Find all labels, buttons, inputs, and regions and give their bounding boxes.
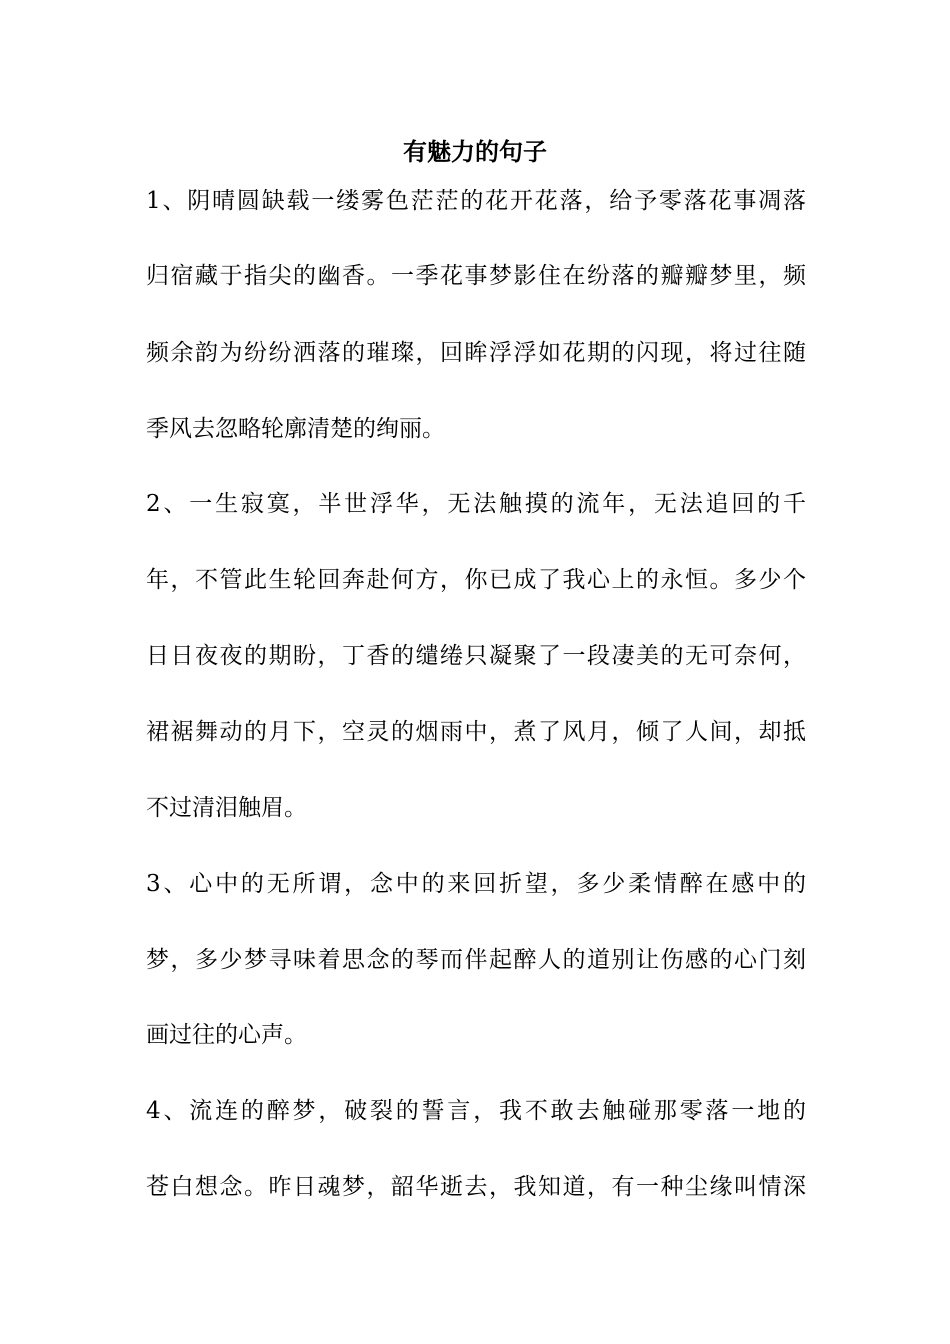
text-line: 裙裾舞动的月下，空灵的烟雨中，煮了风月，倾了人间，却抵 (146, 719, 806, 745)
text-line: 频余韵为纷纷洒落的璀璨，回眸浮浮如花期的闪现，将过往随 (146, 340, 806, 366)
text-line: 年，不管此生轮回奔赴何方，你已成了我心上的永恒。多少个 (146, 567, 806, 593)
text-line: 梦，多少梦寻味着思念的琴而伴起醉人的道别让伤感的心门刻 (146, 947, 806, 973)
text-line: 日日夜夜的期盼，丁香的缱绻只凝聚了一段凄美的无可奈何， (146, 643, 806, 669)
text-line: 季风去忽略轮廓清楚的绚丽。 (146, 416, 445, 442)
text-line: 画过往的心声。 (146, 1022, 307, 1048)
text-line: 苍白想念。昨日魂梦，韶华逝去，我知道，有一种尘缘叫情深 (146, 1174, 806, 1200)
text-line: 1、阴晴圆缺载一缕雾色茫茫的花开花落，给予零落花事凋落 (146, 188, 806, 214)
text-line: 不过清泪触眉。 (146, 795, 307, 821)
text-line: 归宿藏于指尖的幽香。一季花事梦影住在纷落的瓣瓣梦里，频 (146, 263, 806, 289)
text-line: 2、一生寂寞，半世浮华，无法触摸的流年，无法追回的千 (146, 491, 806, 517)
text-line: 4、流连的醉梦，破裂的誓言，我不敢去触碰那零落一地的 (146, 1098, 806, 1124)
document-title: 有魅力的句子 (403, 137, 547, 166)
text-line: 3、心中的无所谓，念中的来回折望，多少柔情醉在感中的 (146, 871, 806, 897)
